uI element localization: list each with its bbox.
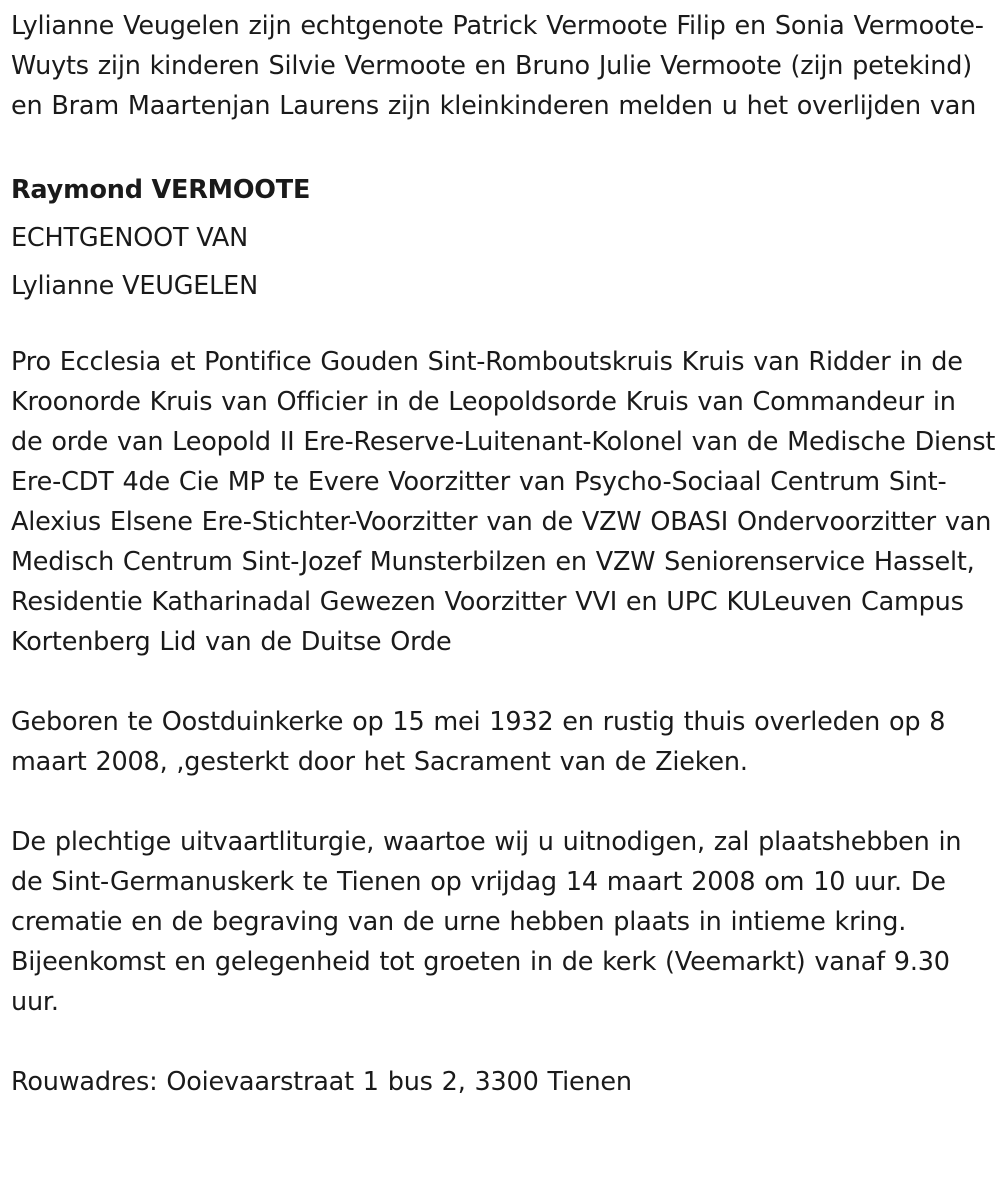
birth-death-paragraph: Geboren te Oostduinkerke op 15 mei 1932 en rustig thuis overleden op 8 maart 2008, ,gesterkt door het Sacrament van de Zieken. [11, 707, 946, 777]
deceased-block [11, 166, 992, 310]
intro-paragraph: Lylianne Veugelen zijn echtgenote Patrick Vermoote Filip en Sonia Vermoote-Wuyts zijn kinderen Silvie Vermoote en Bruno Julie Vermoote (zijn petekind) en Bram Maartenjan Laurens zijn kleinkinderen melden u het overlijden van [11, 11, 984, 121]
spouse-name: Lylianne VEUGELEN [11, 271, 258, 301]
spouse-label: ECHTGENOOT VAN [11, 223, 248, 253]
titles-paragraph: Pro Ecclesia et Pontifice Gouden Sint-Romboutskruis Kruis van Ridder in de Kroonorde Kruis van Officier in de Leopoldsorde Kruis van Commandeur in de orde van Leopold II Ere-Reserve-Luitenant-Kolonel van de Medische Dienst Ere-CDT 4de Cie MP te Evere Voorzitter van Psycho-Sociaal Centrum Sint-Alexius Elsene Ere-Stichter-Voorzitter van de VZW OBASI Ondervoorzitter van Medisch Centrum Sint-Jozef Munsterbilzen en VZW Seniorenservice Hasselt, Residentie Katharinadal Gewezen Voorzitter VVI en UPC KULeuven Campus Kortenberg Lid van de Duitse Orde [11, 347, 996, 657]
deceased-name: Raymond VERMOOTE [11, 175, 311, 205]
funeral-paragraph: De plechtige uitvaartliturgie, waartoe wij u uitnodigen, zal plaatshebben in de Sint-Germanuskerk te Tienen op vrijdag 14 maart 2008 om 10 uur. De crematie en de begraving van de urne hebben plaats in intieme kring. Bijeenkomst en gelegenheid tot groeten in de kerk (Veemarkt) vanaf 9.30 uur. [11, 827, 962, 1017]
mourning-address: Rouwadres: Ooievaarstraat 1 bus 2, 3300 Tienen [11, 1067, 632, 1097]
